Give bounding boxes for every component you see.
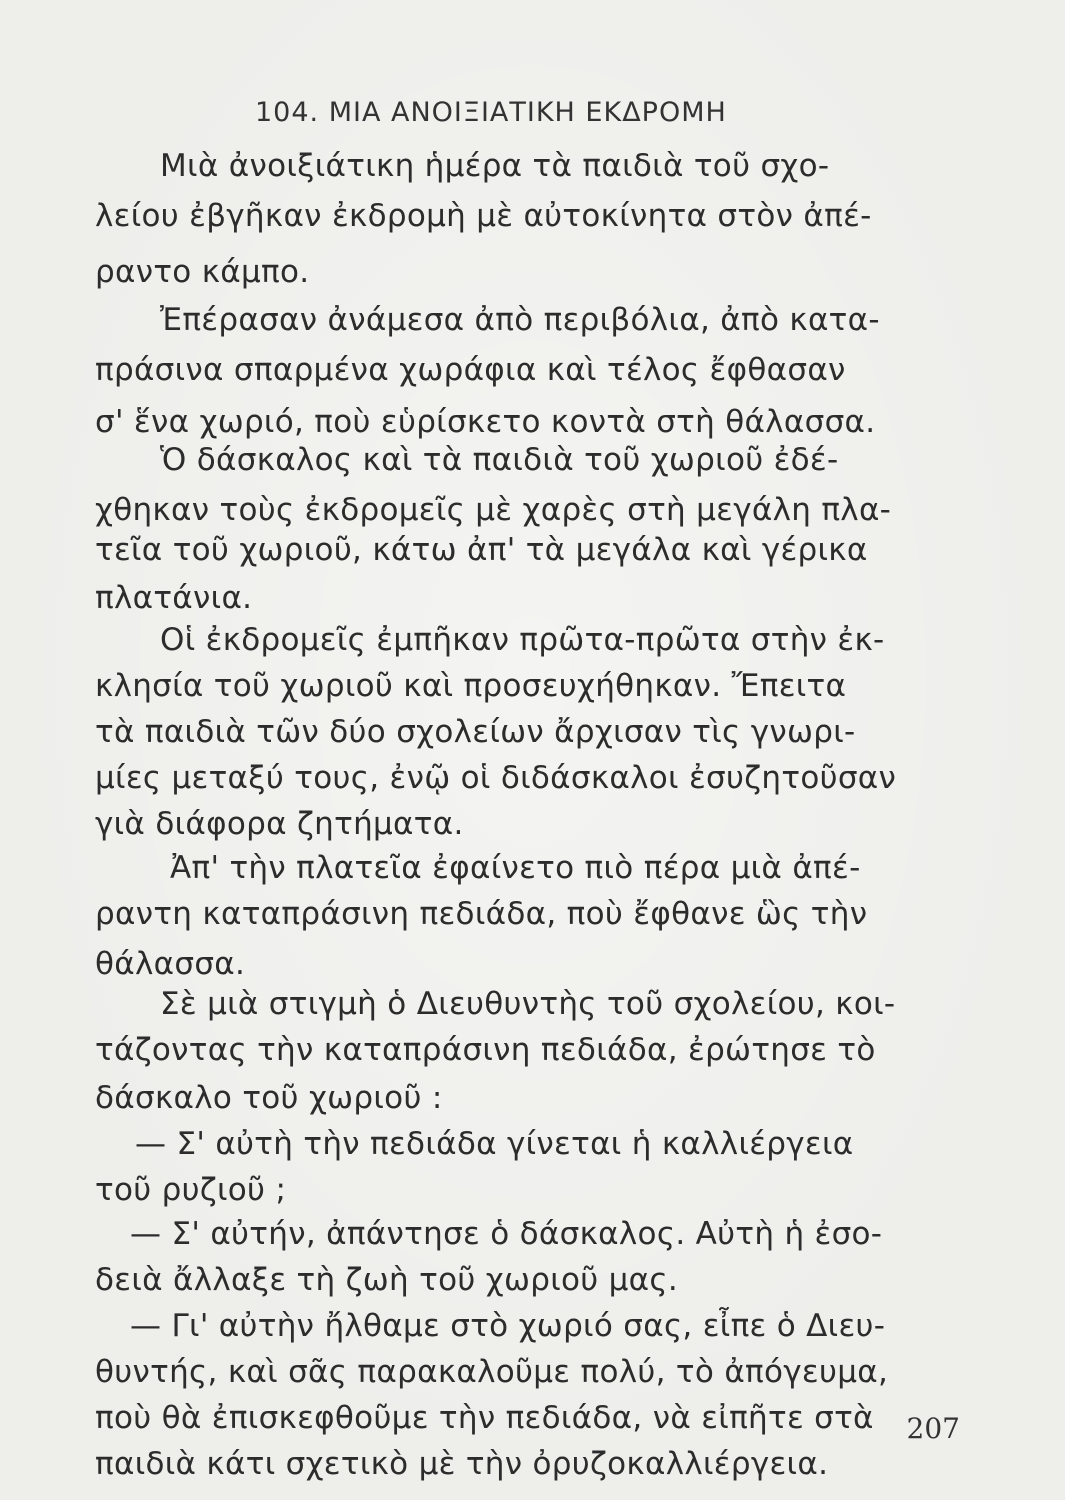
text-line: — Γι' αὐτὴν ἤλθαμε στὸ χωριό σας, εἶπε ὁ Διευ- xyxy=(130,1308,886,1344)
text-line: θυντής, καὶ σᾶς παρακαλοῦμε πολύ, τὸ ἀπόγευμα, xyxy=(95,1354,889,1390)
text-line: λείου ἐβγῆκαν ἐκδρομὴ μὲ αὐτοκίνητα στὸν ἀπέ- xyxy=(95,198,872,234)
text-line: ραντο κάμπο. xyxy=(95,254,310,290)
text-line: — Σ' αὐτήν, ἀπάντησε ὁ δάσκαλος. Αὐτὴ ἡ ἐσο- xyxy=(130,1216,883,1252)
text-line: τάζοντας τὴν καταπράσινη πεδιάδα, ἐρώτησε τὸ xyxy=(95,1032,876,1068)
text-line: Σὲ μιὰ στιγμὴ ὁ Διευθυντὴς τοῦ σχολείου, κοι- xyxy=(160,986,896,1022)
text-line: τοῦ ρυζιοῦ ; xyxy=(95,1172,287,1208)
text-line: ραντη καταπράσινη πεδιάδα, ποὺ ἔφθανε ὣς τὴν xyxy=(95,896,868,932)
text-line: κλησία τοῦ χωριοῦ καὶ προσευχήθηκαν. Ἔπειτα xyxy=(95,668,847,704)
text-line: Ὁ δάσκαλος καὶ τὰ παιδιὰ τοῦ χωριοῦ ἐδέ- xyxy=(160,442,839,478)
text-line: χθηκαν τοὺς ἐκδρομεῖς μὲ χαρὲς στὴ μεγάλη πλα- xyxy=(95,492,892,528)
text-line: — Σ' αὐτὴ τὴν πεδιάδα γίνεται ἡ καλλιέργεια xyxy=(135,1126,854,1162)
text-line: Οἱ ἐκδρομεῖς ἐμπῆκαν πρῶτα-πρῶτα στὴν ἐκ- xyxy=(160,622,885,658)
text-line: παιδιὰ κάτι σχετικὸ μὲ τὴν ὀρυζοκαλλιέργεια. xyxy=(95,1446,829,1482)
text-line: Ἀπ' τὴν πλατεῖα ἐφαίνετο πιὸ πέρα μιὰ ἀπέ- xyxy=(170,850,861,886)
text-line: γιὰ διάφορα ζητήματα. xyxy=(95,806,464,842)
text-line: Ἐπέρασαν ἀνάμεσα ἀπὸ περιβόλια, ἀπὸ κατα- xyxy=(160,302,880,338)
text-line: σ' ἕνα χωριό, ποὺ εὑρίσκετο κοντὰ στὴ θάλασσα. xyxy=(95,404,876,440)
text-line: τὰ παιδιὰ τῶν δύο σχολείων ἄρχισαν τὶς γνωρι- xyxy=(95,714,856,750)
text-line: θάλασσα. xyxy=(95,946,246,982)
text-line: δειὰ ἄλλαξε τὴ ζωὴ τοῦ χωριοῦ μας. xyxy=(95,1262,679,1298)
chapter-title: 104. ΜΙΑ ΑΝΟΙΞΙΑΤΙΚΗ ΕΚΔΡΟΜΗ xyxy=(255,97,727,128)
text-line: πλατάνια. xyxy=(95,580,253,616)
text-line: πράσινα σπαρμένα χωράφια καὶ τέλος ἔφθασαν xyxy=(95,352,846,388)
page-number: 207 xyxy=(906,1412,960,1445)
text-line: τεῖα τοῦ χωριοῦ, κάτω ἀπ' τὰ μεγάλα καὶ γέρικα xyxy=(95,532,868,568)
text-line: Μιὰ ἀνοιξιάτικη ἡμέρα τὰ παιδιὰ τοῦ σχο- xyxy=(160,148,830,184)
text-line: ποὺ θὰ ἐπισκεφθοῦμε τὴν πεδιάδα, νὰ εἰπῆτε στὰ xyxy=(95,1400,874,1436)
text-line: δάσκαλο τοῦ χωριοῦ : xyxy=(95,1080,443,1116)
text-line: μίες μεταξύ τους, ἐνῷ οἱ διδάσκαλοι ἐσυζητοῦσαν xyxy=(95,760,897,796)
